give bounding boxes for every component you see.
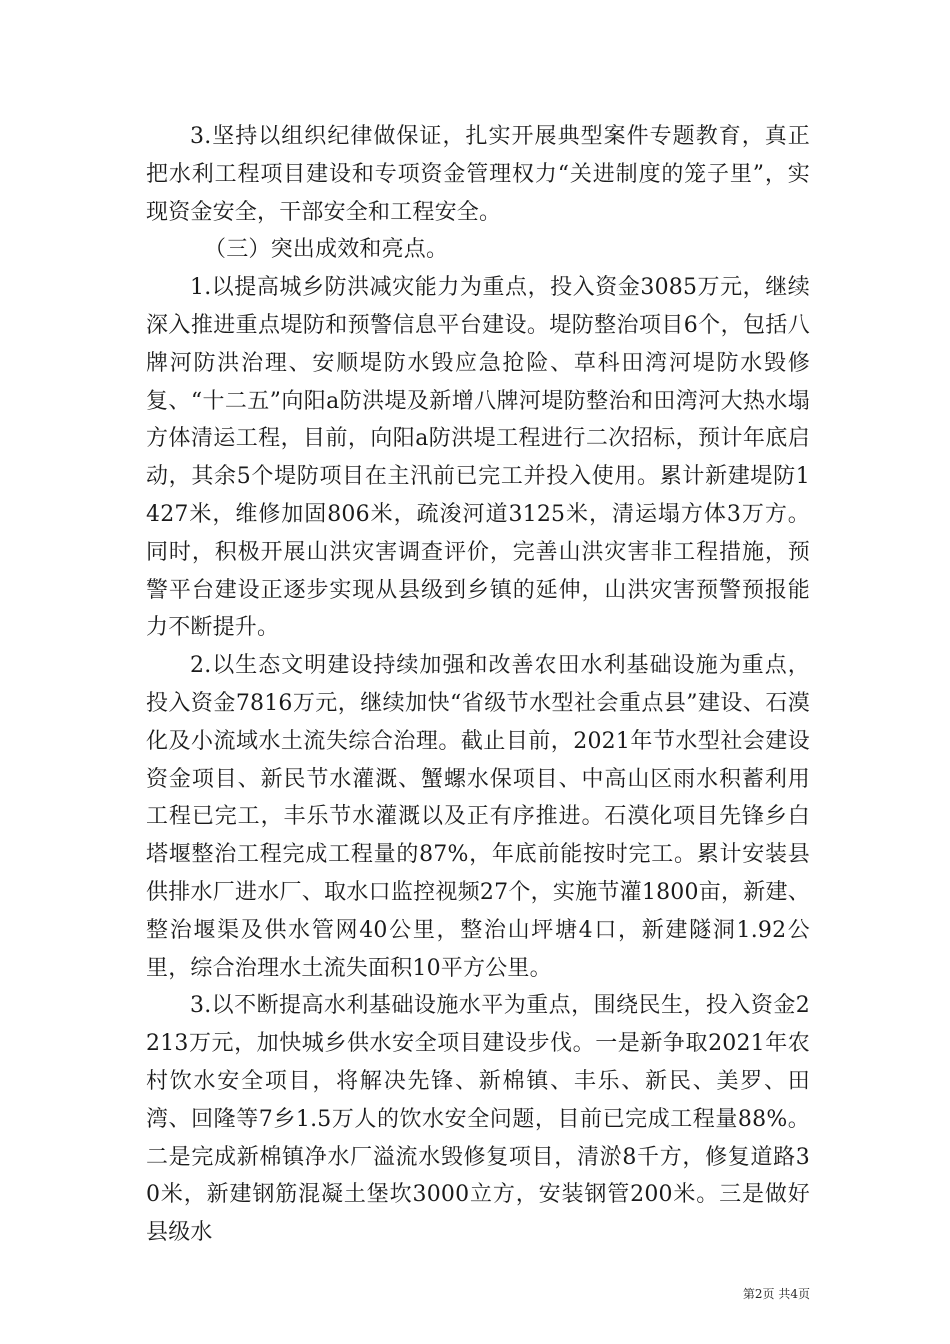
document-body xyxy=(146,118,810,1252)
page-number-footer: 第2页 共4页 xyxy=(742,1287,810,1301)
section-heading-highlights: （三）突出成效和亮点。 xyxy=(204,237,449,263)
paragraph-water-supply: 3.以不断提高水利基础设施水平为重点，围绕民生，投入资金2213万元，加快城乡供水安全项目建设步伐。一是新争取2021年农村饮水安全项目，将解决先锋、新棉镇、丰乐、新民、美罗、田湾、回隆等7乡1.5万人的饮水安全问题，目前已完成工程量88%。二是完成新棉镇净水厂溢流水毁修复项目，清淤8千方，修复道路30米，新建钢筋混凝土堡坎3000立方，安装钢管200米。三是做好县级水 xyxy=(146,993,810,1246)
paragraph-farmland-water: 2.以生态文明建设持续加强和改善农田水利基础设施为重点，投入资金7816万元，继续加快“省级节水型社会重点县”建设、石漠化及小流域水土流失综合治理。截止目前，2021年节水型社会建设资金项目、新民节水灌溉、蟹螺水保项目、中高山区雨水积蓄利用工程已完工，丰乐节水灌溉以及正有序推进。石漠化项目先锋乡白塔堰整治工程完成工程量的87%，年底前能按时完工。累计安装县供排水厂进水厂、取水口监控视频27个，实施节灌1800亩，新建、整治堰渠及供水管网40公里，整治山坪塘4口，新建隧洞1.92公里，综合治理水土流失面积10平方公里。 xyxy=(146,653,810,981)
paragraph-flood-control: 1.以提高城乡防洪减灾能力为重点，投入资金3085万元，继续深入推进重点堤防和预警信息平台建设。堤防整治项目6个，包括八牌河防洪治理、安顺堤防水毁应急抢险、草科田湾河堤防水毁修复、“十二五”向阳a防洪堤及新增八牌河堤防整治和田湾河大热水塌方体清运工程，目前，向阳a防洪堤工程进行二次招标，预计年底启动，其余5个堤防项目在主汛前已完工并投入使用。累计新建堤防1427米，维修加固806米，疏浚河道3125米，清运塌方体3万方。同时，积极开展山洪灾害调查评价，完善山洪灾害非工程措施，预警平台建设正逐步实现从县级到乡镇的延伸，山洪灾害预警预报能力不断提升。 xyxy=(146,275,810,641)
paragraph-point-3-discipline: 3.坚持以组织纪律做保证，扎实开展典型案件专题教育，真正把水利工程项目建设和专项资金管理权力“关进制度的笼子里”，实现资金安全，干部安全和工程安全。 xyxy=(146,124,810,225)
